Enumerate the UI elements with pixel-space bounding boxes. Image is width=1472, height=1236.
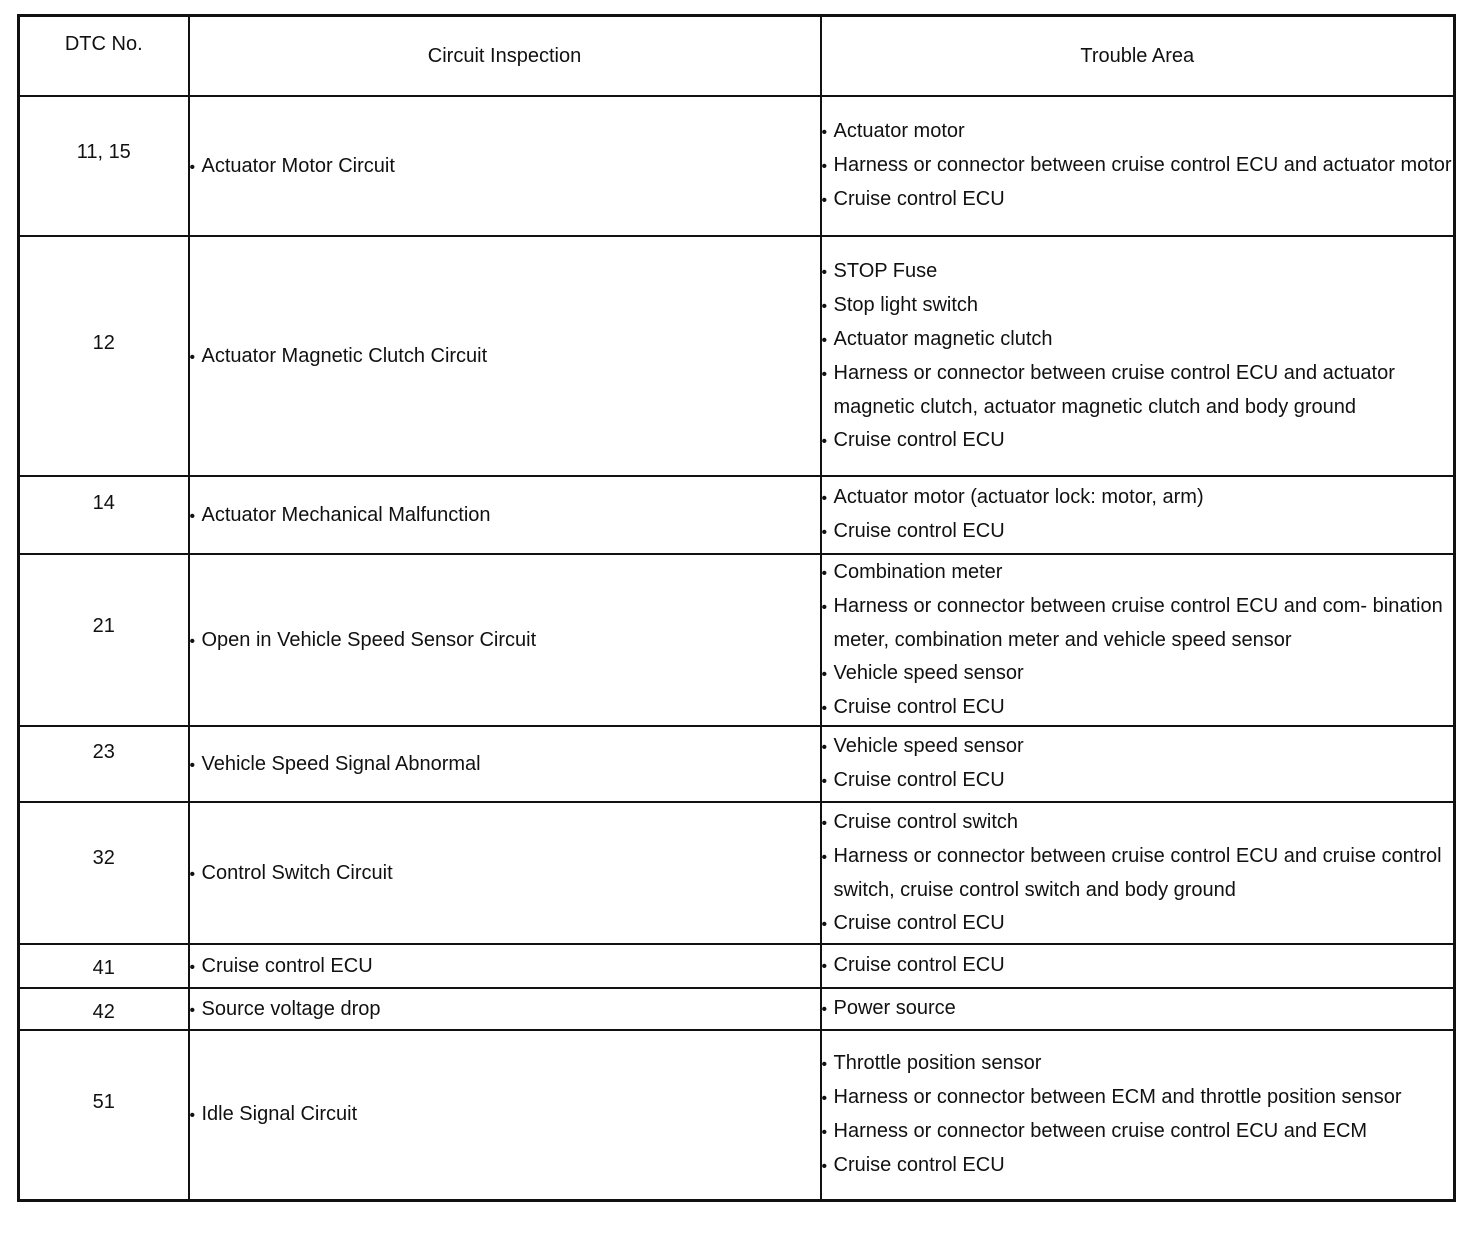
trouble-area-cell bbox=[821, 988, 1455, 1030]
trouble-area-item bbox=[822, 515, 1454, 549]
circuit-inspection-text: Source voltage drop bbox=[201, 997, 381, 1020]
trouble-area-item bbox=[822, 481, 1454, 515]
trouble-area-cell bbox=[821, 96, 1455, 236]
trouble-area-text: Actuator motor (actuator lock: motor, arm) bbox=[833, 486, 1204, 508]
circuit-inspection-text: Actuator Magnetic Clutch Circuit bbox=[201, 344, 488, 367]
dtc-number: 32 bbox=[92, 847, 115, 869]
bullet-icon: • bbox=[189, 865, 196, 883]
table-row bbox=[19, 476, 1455, 554]
bullet-icon: • bbox=[821, 848, 828, 866]
circuit-inspection-cell bbox=[189, 476, 821, 554]
trouble-area-cell bbox=[821, 554, 1455, 726]
trouble-area-text: Cruise control ECU bbox=[833, 188, 1005, 210]
trouble-area-item bbox=[822, 255, 1454, 289]
table-row bbox=[19, 236, 1455, 476]
circuit-inspection-cell bbox=[189, 1030, 821, 1200]
bullet-icon: • bbox=[821, 814, 828, 832]
dtc-number-cell bbox=[19, 1030, 189, 1200]
trouble-area-text: Cruise control switch bbox=[833, 810, 1019, 833]
trouble-area-item bbox=[822, 992, 1454, 1026]
trouble-area-item bbox=[822, 1115, 1454, 1149]
trouble-area-item bbox=[822, 289, 1454, 323]
circuit-inspection-cell bbox=[189, 802, 821, 944]
bullet-icon: • bbox=[189, 958, 196, 976]
trouble-area-text: Cruise control ECU bbox=[833, 911, 1005, 934]
trouble-area-item bbox=[822, 424, 1454, 458]
header-circuit-inspection: Circuit Inspection bbox=[189, 16, 821, 97]
trouble-area-text: Cruise control ECU bbox=[833, 954, 1005, 976]
trouble-area-item bbox=[822, 907, 1454, 941]
trouble-area-text: Harness or connector between cruise control ECU and actuator motor bbox=[833, 154, 1452, 176]
circuit-inspection-cell bbox=[189, 944, 821, 988]
bullet-icon: • bbox=[189, 1107, 196, 1125]
trouble-area-text: STOP Fuse bbox=[833, 259, 938, 282]
dtc-number-cell bbox=[19, 726, 189, 802]
trouble-area-text: Harness or connector between cruise control ECU and ECM bbox=[833, 1119, 1368, 1142]
bullet-icon: • bbox=[821, 1055, 828, 1073]
dtc-number: 42 bbox=[92, 1001, 115, 1023]
circuit-inspection-text: Control Switch Circuit bbox=[201, 861, 393, 884]
table-body bbox=[19, 96, 1455, 1200]
circuit-inspection-cell bbox=[189, 554, 821, 726]
trouble-area-item bbox=[822, 691, 1454, 725]
trouble-area-text: Harness or connector between cruise control ECU and actuator magnetic clutch, actuator magnetic clutch and body ground bbox=[833, 361, 1395, 418]
table-row bbox=[19, 802, 1455, 944]
circuit-inspection-text: Idle Signal Circuit bbox=[201, 1103, 358, 1126]
trouble-area-item bbox=[822, 556, 1454, 590]
bullet-icon: • bbox=[821, 564, 828, 582]
trouble-area-item bbox=[822, 949, 1454, 983]
trouble-area-text: Actuator motor bbox=[833, 120, 965, 142]
dtc-number: 14 bbox=[92, 492, 115, 514]
bullet-icon: • bbox=[189, 632, 196, 650]
dtc-number-cell bbox=[19, 236, 189, 476]
trouble-area-text: Harness or connector between cruise control ECU and cruise control switch, cruise control switch and body ground bbox=[833, 844, 1442, 901]
trouble-area-text: Actuator magnetic clutch bbox=[833, 327, 1053, 350]
trouble-area-item bbox=[822, 730, 1454, 764]
bullet-icon: • bbox=[821, 598, 828, 616]
table-row bbox=[19, 96, 1455, 236]
circuit-inspection-cell bbox=[189, 96, 821, 236]
bullet-icon: • bbox=[821, 158, 828, 175]
table-row bbox=[19, 988, 1455, 1030]
trouble-area-text: Power source bbox=[833, 997, 956, 1019]
trouble-area-text: Cruise control ECU bbox=[833, 1153, 1005, 1176]
bullet-icon: • bbox=[821, 490, 828, 507]
trouble-area-text: Vehicle speed sensor bbox=[833, 735, 1024, 757]
trouble-area-text: Combination meter bbox=[833, 560, 1003, 583]
dtc-number: 21 bbox=[92, 615, 115, 637]
trouble-area-text: Cruise control ECU bbox=[833, 695, 1005, 718]
trouble-area-item bbox=[822, 1047, 1454, 1081]
circuit-inspection-text: Cruise control ECU bbox=[201, 954, 373, 977]
trouble-area-item bbox=[822, 1081, 1454, 1115]
dtc-number: 41 bbox=[92, 957, 115, 979]
header-trouble-area: Trouble Area bbox=[821, 16, 1455, 97]
header-row bbox=[19, 16, 1455, 97]
circuit-inspection-text: Open in Vehicle Speed Sensor Circuit bbox=[201, 628, 537, 651]
trouble-area-item bbox=[822, 183, 1454, 217]
bullet-icon: • bbox=[821, 665, 828, 683]
trouble-area-cell bbox=[821, 236, 1455, 476]
bullet-icon: • bbox=[821, 739, 828, 756]
trouble-area-item bbox=[822, 840, 1454, 907]
trouble-area-item bbox=[822, 764, 1454, 798]
bullet-icon: • bbox=[189, 507, 196, 525]
dtc-number: 51 bbox=[92, 1091, 115, 1113]
circuit-inspection-text: Vehicle Speed Signal Abnormal bbox=[201, 752, 481, 775]
table-row bbox=[19, 944, 1455, 988]
dtc-number-cell bbox=[19, 554, 189, 726]
bullet-icon: • bbox=[821, 1089, 828, 1107]
dtc-number: 12 bbox=[92, 332, 115, 354]
table-row bbox=[19, 726, 1455, 802]
table-row bbox=[19, 1030, 1455, 1200]
bullet-icon: • bbox=[821, 365, 828, 383]
trouble-area-item bbox=[822, 357, 1454, 424]
circuit-inspection-text: Actuator Mechanical Malfunction bbox=[201, 503, 491, 526]
bullet-icon: • bbox=[189, 1001, 196, 1019]
trouble-area-text: Harness or connector between cruise control ECU and com- bination meter, combination meter and vehicle speed sensor bbox=[833, 594, 1443, 651]
trouble-area-cell bbox=[821, 944, 1455, 988]
circuit-inspection-cell bbox=[189, 726, 821, 802]
trouble-area-text: Throttle position sensor bbox=[833, 1051, 1042, 1074]
trouble-area-item bbox=[822, 323, 1454, 357]
trouble-area-text: Stop light switch bbox=[833, 293, 979, 316]
bullet-icon: • bbox=[821, 297, 828, 315]
trouble-area-item bbox=[822, 1149, 1454, 1183]
circuit-inspection-cell bbox=[189, 988, 821, 1030]
dtc-number-cell bbox=[19, 988, 189, 1030]
bullet-icon: • bbox=[189, 158, 196, 176]
trouble-area-item bbox=[822, 590, 1454, 657]
trouble-area-item bbox=[822, 115, 1454, 149]
trouble-area-item bbox=[822, 657, 1454, 691]
bullet-icon: • bbox=[821, 432, 828, 450]
bullet-icon: • bbox=[821, 915, 828, 933]
table-row bbox=[19, 554, 1455, 726]
bullet-icon: • bbox=[821, 1123, 828, 1141]
bullet-icon: • bbox=[821, 124, 828, 141]
header-dtc-no: DTC No. bbox=[19, 16, 189, 97]
trouble-area-text: Vehicle speed sensor bbox=[833, 661, 1024, 684]
bullet-icon: • bbox=[821, 699, 828, 717]
dtc-number-cell bbox=[19, 96, 189, 236]
bullet-icon: • bbox=[821, 192, 828, 209]
trouble-area-item bbox=[822, 806, 1454, 840]
circuit-inspection-cell bbox=[189, 236, 821, 476]
dtc-number-cell bbox=[19, 944, 189, 988]
bullet-icon: • bbox=[821, 331, 828, 349]
bullet-icon: • bbox=[821, 958, 828, 975]
bullet-icon: • bbox=[821, 1001, 828, 1018]
bullet-icon: • bbox=[821, 773, 828, 790]
trouble-area-cell bbox=[821, 476, 1455, 554]
bullet-icon: • bbox=[189, 756, 196, 774]
bullet-icon: • bbox=[821, 1157, 828, 1175]
trouble-area-cell bbox=[821, 726, 1455, 802]
trouble-area-cell bbox=[821, 1030, 1455, 1200]
dtc-number-cell bbox=[19, 802, 189, 944]
trouble-area-cell bbox=[821, 802, 1455, 944]
trouble-area-text: Harness or connector between ECM and throttle position sensor bbox=[833, 1085, 1402, 1108]
bullet-icon: • bbox=[189, 348, 196, 366]
bullet-icon: • bbox=[821, 524, 828, 541]
dtc-number: 11, 15 bbox=[76, 141, 131, 163]
trouble-area-text: Cruise control ECU bbox=[833, 769, 1005, 791]
dtc-number: 23 bbox=[92, 741, 115, 763]
circuit-inspection-text: Actuator Motor Circuit bbox=[201, 154, 395, 177]
bullet-icon: • bbox=[821, 263, 828, 281]
trouble-area-text: Cruise control ECU bbox=[833, 428, 1005, 451]
dtc-table bbox=[17, 14, 1456, 1202]
trouble-area-item bbox=[822, 149, 1454, 183]
dtc-number-cell bbox=[19, 476, 189, 554]
trouble-area-text: Cruise control ECU bbox=[833, 520, 1005, 542]
